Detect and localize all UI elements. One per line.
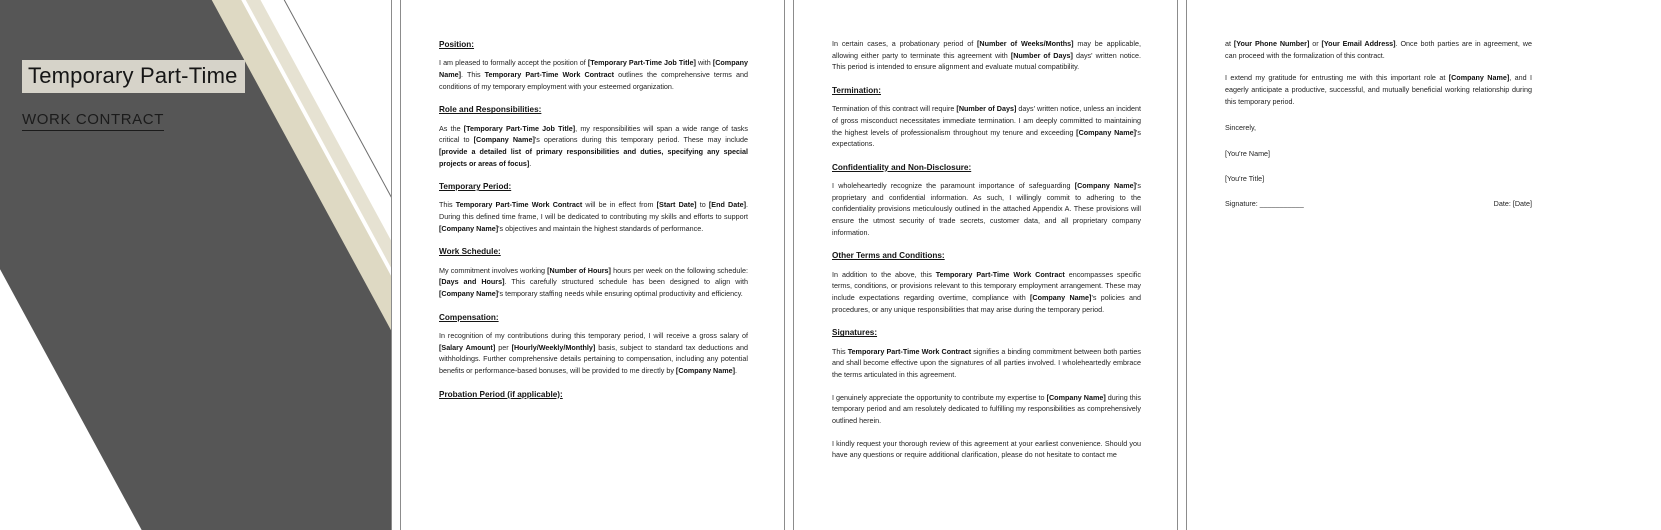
page-gap-1 bbox=[392, 0, 400, 530]
paragraph-compensation: In recognition of my contributions during this temporary period, I will receive a gross salary of [Salary Amount] per [Hourly/Weekly/Monthly] basis, subject to standard tax deductions and withholdings. Further comprehensive details pertaining to compensation, including any potential benefits or performance-based bonuses, will be provided to me directly by [Company Name]. bbox=[439, 330, 748, 375]
paragraph-position: I am pleased to formally accept the position of [Temporary Part-Time Job Title] with [Company Name]. This Temporary Part-Time Work Contract outlines the comprehensive terms and conditions of my temporary employment with your esteemed organization. bbox=[439, 58, 748, 91]
paragraph-temporary-period: This Temporary Part-Time Work Contract will be in effect from [Start Date] to [End Date]. During this defined time frame, I will be dedicated to contributing my skills and efforts to support [Company Name]'s objectives and maintain the highest standards of performance. bbox=[439, 200, 748, 233]
document-page-cover bbox=[0, 0, 392, 530]
paragraph-appreciation: I genuinely appreciate the opportunity to contribute my expertise to [Company Name] during this temporary period and am resolutely dedicated to fulfilling my responsibilities as comprehensively outlined herein. bbox=[832, 392, 1141, 425]
signature-row bbox=[1225, 198, 1532, 210]
document-page-3 bbox=[793, 0, 1178, 530]
document-page-4 bbox=[1186, 0, 1568, 530]
cover-title: Temporary Part-Time bbox=[22, 60, 245, 93]
cover-subtitle: WORK CONTRACT bbox=[22, 111, 164, 131]
cover-title-block bbox=[22, 60, 245, 131]
paragraph-termination: Termination of this contract will require [Number of Days] days' written notice, unless an incident of gross misconduct necessitates immediate termination. I am deeply committed to maintaining the highest levels of professionalism throughout my tenure and exceeding [Company Name]'s expectations. bbox=[832, 104, 1142, 149]
heading-temporary-period: Temporary Period: bbox=[439, 182, 512, 192]
paragraph-contact-details: at [Your Phone Number] or [Your Email Address]. Once both parties are in agreement, we can proceed with the formalization of this contract. bbox=[1225, 39, 1532, 60]
page-2-column bbox=[439, 38, 748, 401]
paragraph-probation-period: In certain cases, a probationary period of [Number of Weeks/Months] may be applicable, allowing either party to terminate this agreement with [Number of Days] days' written notice. This period is intended to ensure alignment and evaluate mutual compatibility. bbox=[832, 39, 1141, 72]
paragraph-work-schedule: My commitment involves working [Number of Hours] hours per week on the following schedule: [Days and Hours]. This carefully structured schedule has been designed to align with [Company Name]'s temporary staffing needs while ensuring optimal productivity and efficiency. bbox=[439, 265, 748, 298]
page-4-column bbox=[1225, 38, 1532, 210]
document-page-2 bbox=[400, 0, 785, 530]
page-gap-2 bbox=[785, 0, 793, 530]
page-gap-3 bbox=[1178, 0, 1186, 530]
heading-other-terms: Other Terms and Conditions: bbox=[832, 251, 945, 261]
paragraph-review-request: I kindly request your thorough review of this agreement at your earliest convenience. Should you have any questions or require additional clarification, please do not hesitate to contact me bbox=[832, 438, 1141, 460]
heading-compensation: Compensation: bbox=[439, 312, 499, 322]
closing-sincerely: Sincerely, bbox=[1225, 123, 1257, 133]
heading-signatures: Signatures: bbox=[832, 328, 878, 338]
heading-work-schedule: Work Schedule: bbox=[439, 247, 501, 257]
heading-probation-period: Probation Period (if applicable): bbox=[439, 389, 563, 399]
heading-termination: Termination: bbox=[832, 85, 881, 95]
heading-role-responsibilities: Role and Responsibilities: bbox=[439, 105, 542, 115]
signer-name: [You're Name] bbox=[1225, 148, 1271, 158]
signer-title: [You're Title] bbox=[1225, 173, 1265, 183]
heading-confidentiality: Confidentiality and Non-Disclosure: bbox=[832, 162, 972, 172]
date-field: Date: [Date] bbox=[1493, 199, 1532, 209]
paragraph-gratitude: I extend my gratitude for entrusting me with this important role at [Company Name], and I eagerly anticipate a productive, successful, and mutually beneficial working relationship during this temporary period. bbox=[1225, 73, 1533, 106]
page-3-column bbox=[832, 38, 1141, 461]
paragraph-role-responsibilities: As the [Temporary Part-Time Job Title], my responsibilities will span a wide range of tasks critical to [Company Name]'s operations during this temporary period. These may include [provide a detailed list of primary responsibilities and duties, specifying any special projects or areas of focus]. bbox=[439, 123, 749, 168]
paragraph-other-terms: In addition to the above, this Temporary Part-Time Work Contract encompasses specific terms, conditions, or provisions relevant to this temporary employment arrangement. These may include expectations regarding overtime, compliance with [Company Name]'s policies and procedures, or any unique responsibilities that may arise during the temporary period. bbox=[832, 269, 1141, 314]
paragraph-signatures: This Temporary Part-Time Work Contract signifies a binding commitment between both parties and shall become effective upon the signatures of all parties involved. I wholeheartedly embrace the terms articulated in this agreement. bbox=[832, 346, 1142, 379]
paragraph-confidentiality: I wholeheartedly recognize the paramount importance of safeguarding [Company Name]'s proprietary and confidential information. As such, I willingly commit to adhering to the confidentiality provisions meticulously outlined in the attached Appendix A. These provisions will ensure the utmost security of trade secrets, customer data, and all proprietary company information. bbox=[832, 181, 1141, 237]
signature-field: Signature: ___________ bbox=[1225, 199, 1304, 209]
heading-position: Position: bbox=[439, 40, 475, 49]
